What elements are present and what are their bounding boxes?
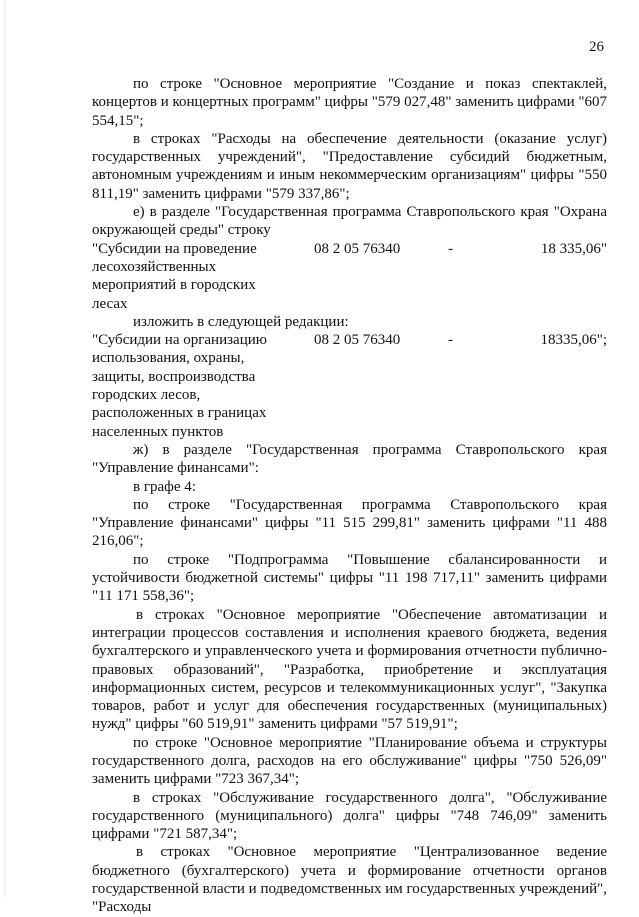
paragraph: изложить в следующей редакции: bbox=[133, 313, 349, 330]
page-number: 26 bbox=[589, 39, 604, 55]
table-row bbox=[92, 331, 607, 441]
paragraph: ж) в разделе "Государственная программа Ставропольского края "Управление финансами": bbox=[92, 441, 607, 477]
row-dash: - bbox=[448, 240, 453, 257]
row-code: 08 2 05 76340 bbox=[314, 240, 401, 257]
paragraph: в строках "Расходы на обеспечение деятельности (оказание услуг) государственных учреждений", "Предоставление субсидий бюджетным, автономным учреждениям и иным некоммерческим организациям" цифры "550 811,19" заменить цифрами "579 337,86"; bbox=[92, 130, 607, 202]
paragraph: по строке "Основное мероприятие "Планирование объема и структуры государственного долга, расходов на его обслуживание" цифры "750 526,09" заменить цифрами "723 367,34"; bbox=[92, 734, 607, 788]
paragraph: в строках "Основное мероприятие "Централизованное ведение бюджетного (бухгалтерского) учета и формирование отчетности органов государственной власти и подведомственных им государственных учреждений", "Расходы bbox=[92, 844, 608, 916]
table-row bbox=[92, 240, 607, 313]
paragraph: в строках "Обслуживание государственного долга", "Обслуживание государственного (муниципального) долга" цифры "748 746,09" заменить цифрами "721 587,34"; bbox=[92, 789, 607, 843]
row-amount: 18 335,06" bbox=[540, 240, 607, 257]
paragraph: в строках "Основное мероприятие "Обеспечение автоматизации и интеграции процессов составления и исполнения краевого бюджета, ведения бухгалтерского и управленческого учета и формирования отчетности публично-правовых образований", "Разработка, приобретение и эксплуатация информационных систем, ресурсов и телекоммуникационных услуг", "Закупка товаров, работ и услуг для обеспечения государственных (муниципальных) нужд" цифры "60 519,91" заменить цифрами "57 519,91"; bbox=[92, 606, 607, 733]
paragraph: по строке "Основное мероприятие "Создание и показ спектаклей, концертов и концертных программ" цифры "579 027,48" заменить цифрами "607 554,15"; bbox=[92, 76, 608, 129]
document-body bbox=[92, 75, 607, 917]
row-name: "Субсидии на организацию использования, охраны, защиты, воспроизводства городских лесов, расположенных в границах населенных пунктов bbox=[92, 332, 267, 440]
row-dash: - bbox=[448, 332, 453, 349]
paragraph: по строке "Государственная программа Ставропольского края "Управление финансами" цифры "11 515 299,81" заменить цифрами "11 488 216,06"; bbox=[92, 496, 607, 550]
paragraph: в графе 4: bbox=[133, 478, 196, 495]
scan-edge-strip bbox=[4, 0, 6, 899]
row-code: 08 2 05 76340 bbox=[314, 332, 401, 349]
row-name: "Субсидии на проведение лесохозяйственных мероприятий в городских лесах bbox=[92, 240, 257, 312]
paragraph: е) в разделе "Государственная программа Ставропольского края "Охрана окружающей среды" строку bbox=[92, 204, 607, 239]
paragraph: по строке "Подпрограмма "Повышение сбалансированности и устойчивости бюджетной системы" цифры "11 198 717,11" заменить цифрами "11 171 558,36"; bbox=[92, 551, 607, 605]
row-amount: 18335,06"; bbox=[540, 332, 607, 349]
